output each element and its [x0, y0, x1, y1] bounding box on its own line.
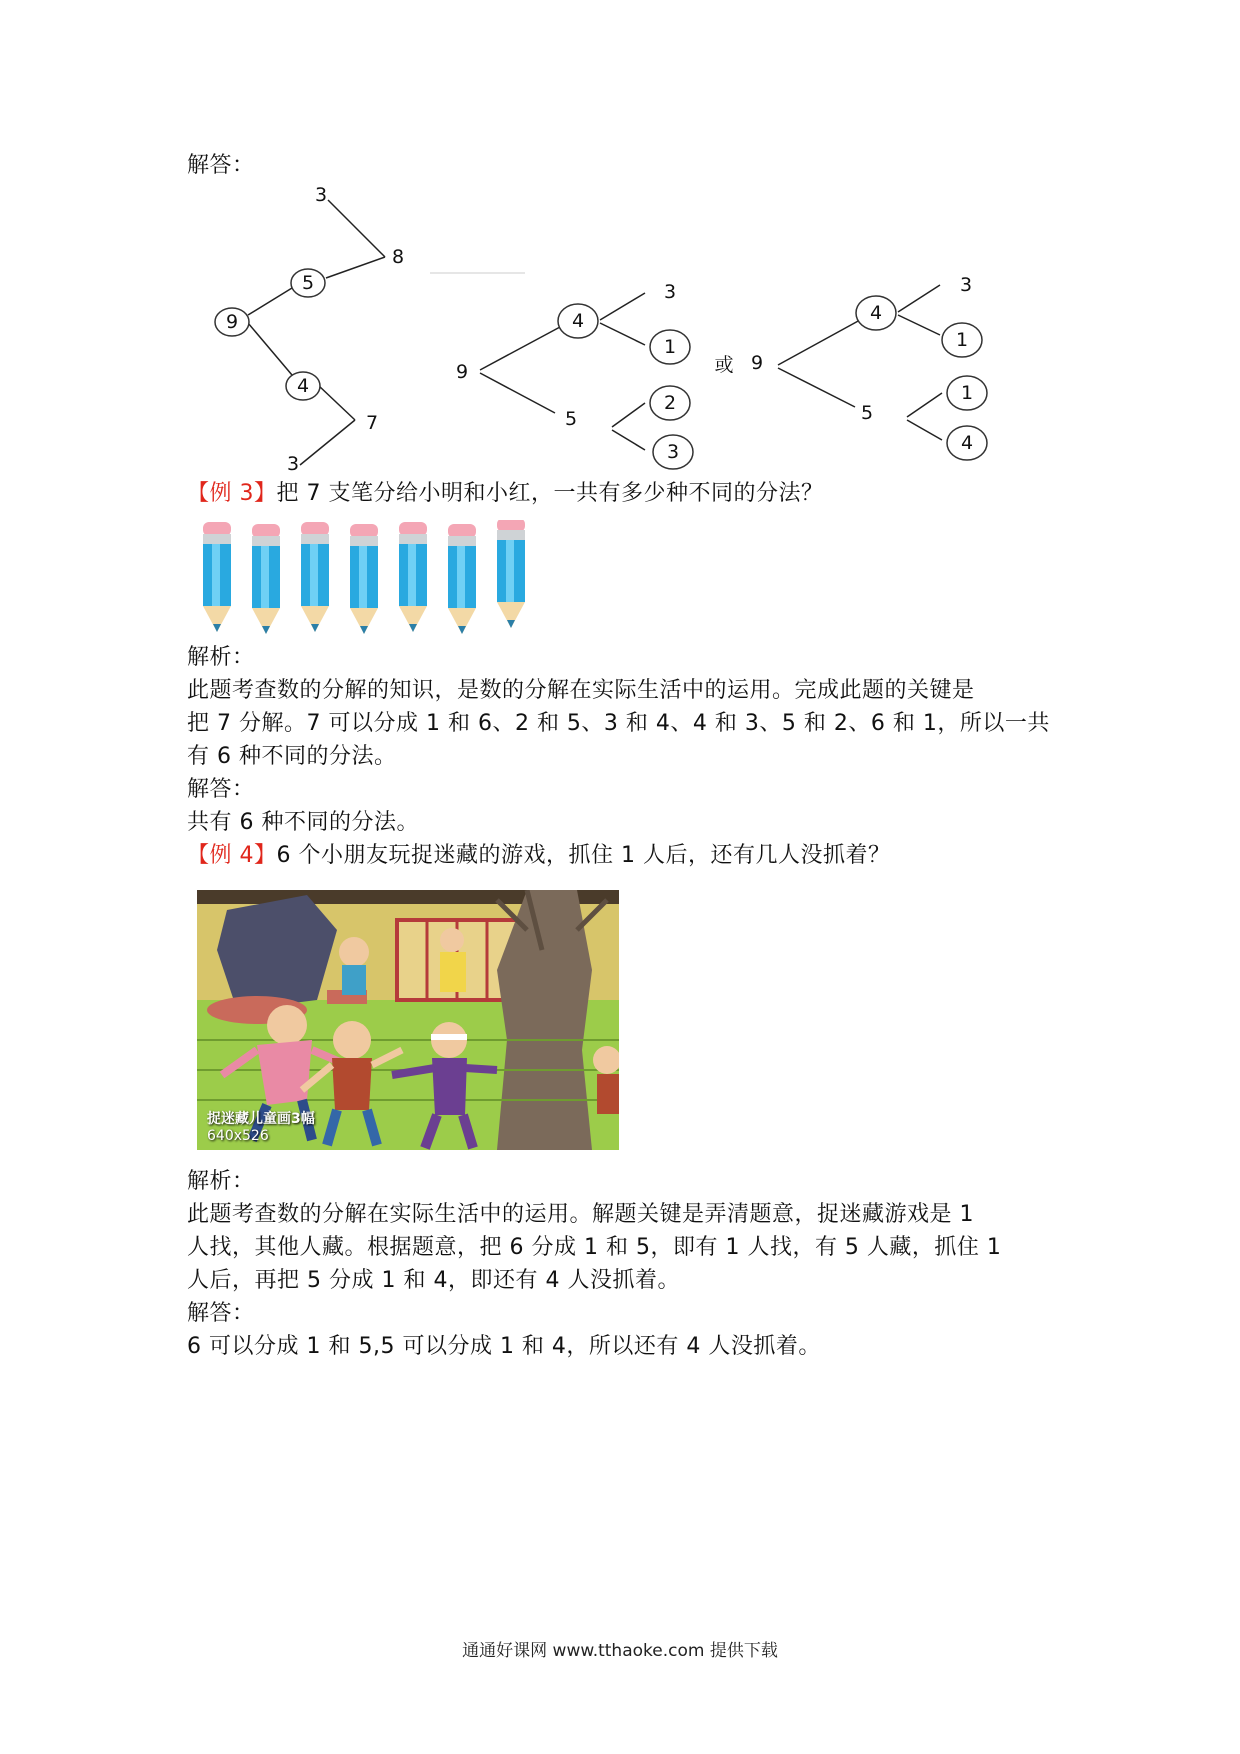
hide-and-seek-picture: [197, 890, 619, 1150]
tree3-a: 4: [869, 302, 883, 324]
footer-credit: 通通好课网 www.tthaoke.com 提供下载: [462, 1641, 778, 1661]
example3-bracket-open: 【: [187, 481, 210, 506]
tree1-bottom-child: 4: [296, 375, 310, 397]
example3-question-line: [187, 478, 824, 510]
tree1-top-child: 5: [301, 272, 315, 294]
tree3-b2: 4: [960, 432, 974, 454]
example4-bracket-open: 【: [187, 843, 210, 868]
answer-label-top: 解答：: [187, 153, 255, 178]
tree3-a1: 3: [959, 274, 973, 296]
example4-answer: 6 可以分成 1 和 5,5 可以分成 1 和 4，所以还有 4 人没抓着。: [187, 1334, 821, 1359]
pencil-icon: [252, 524, 280, 634]
tree3-b1: 1: [960, 382, 974, 404]
tree1-root: 9: [225, 311, 239, 333]
pencil-icon: [448, 524, 476, 634]
example4-analysis-line-1: 此题考查数的分解在实际生活中的运用。解题关键是弄清题意，捉迷藏游戏是 1: [187, 1202, 974, 1227]
tree2-root: 9: [455, 361, 469, 383]
pencil-icon: [301, 522, 329, 632]
pencil-icon: [399, 522, 427, 632]
example4-bracket-close: 】: [254, 843, 277, 868]
example3-analysis-label: 解析：: [187, 645, 255, 670]
example3-analysis-line-3: 有 6 种不同的分法。: [187, 744, 397, 769]
tree2-b2: 3: [666, 441, 680, 463]
pencil-icon: [497, 520, 525, 628]
example3-analysis-line-1: 此题考查数的分解的知识，是数的分解在实际生活中的运用。完成此题的关键是: [187, 678, 975, 703]
tree2-a2: 1: [663, 336, 677, 358]
example4-analysis-label: 解析：: [187, 1169, 255, 1194]
pencil-icon: [203, 522, 231, 632]
example4-tag: 例 4: [209, 843, 255, 868]
tree2-b1: 2: [663, 392, 677, 414]
example4-analysis-line-2: 人找，其他人藏。根据题意，把 6 分成 1 和 5，即有 1 人找，有 5 人藏，抓住 1: [187, 1235, 1002, 1260]
example3-tag: 例 3: [209, 481, 255, 506]
picture-size-label: 640x526: [207, 1128, 269, 1144]
tree1-top-other: 3: [314, 184, 328, 206]
pencils-illustration: [195, 520, 555, 635]
pencil-icon: [350, 524, 378, 634]
example4-analysis-line-3: 人后，再把 5 分成 1 和 4，即还有 4 人没抓着。: [187, 1268, 680, 1293]
tree3-root: 9: [750, 352, 764, 374]
example3-answer: 共有 6 种不同的分法。: [187, 810, 419, 835]
example3-question: 把 7 支笔分给小明和小红，一共有多少种不同的分法？: [276, 481, 824, 506]
tree2-a: 4: [571, 310, 585, 332]
example3-bracket-close: 】: [254, 481, 277, 506]
tree2-a1: 3: [663, 281, 677, 303]
tree3-b: 5: [860, 402, 874, 424]
tree3-or-label: 或: [714, 354, 734, 376]
tree1-top-parent: 8: [391, 246, 405, 268]
tree1-bottom-other: 3: [286, 453, 300, 475]
example3-analysis-line-2: 把 7 分解。7 可以分成 1 和 6、2 和 5、3 和 4、4 和 3、5 和 2、6 和 1，所以一共: [187, 711, 1050, 736]
example4-answer-label: 解答：: [187, 1301, 255, 1326]
decomposition-trees: [0, 175, 1240, 475]
example4-question-line: [187, 840, 891, 872]
example3-answer-label: 解答：: [187, 777, 255, 802]
tree2-b: 5: [564, 408, 578, 430]
example4-question: 6 个小朋友玩捉迷藏的游戏，抓住 1 人后，还有几人没抓着？: [276, 843, 891, 868]
tree1-bottom-parent: 7: [365, 412, 379, 434]
picture-caption: 捉迷藏儿童画3幅: [207, 1111, 315, 1127]
tree3-a2: 1: [955, 329, 969, 351]
